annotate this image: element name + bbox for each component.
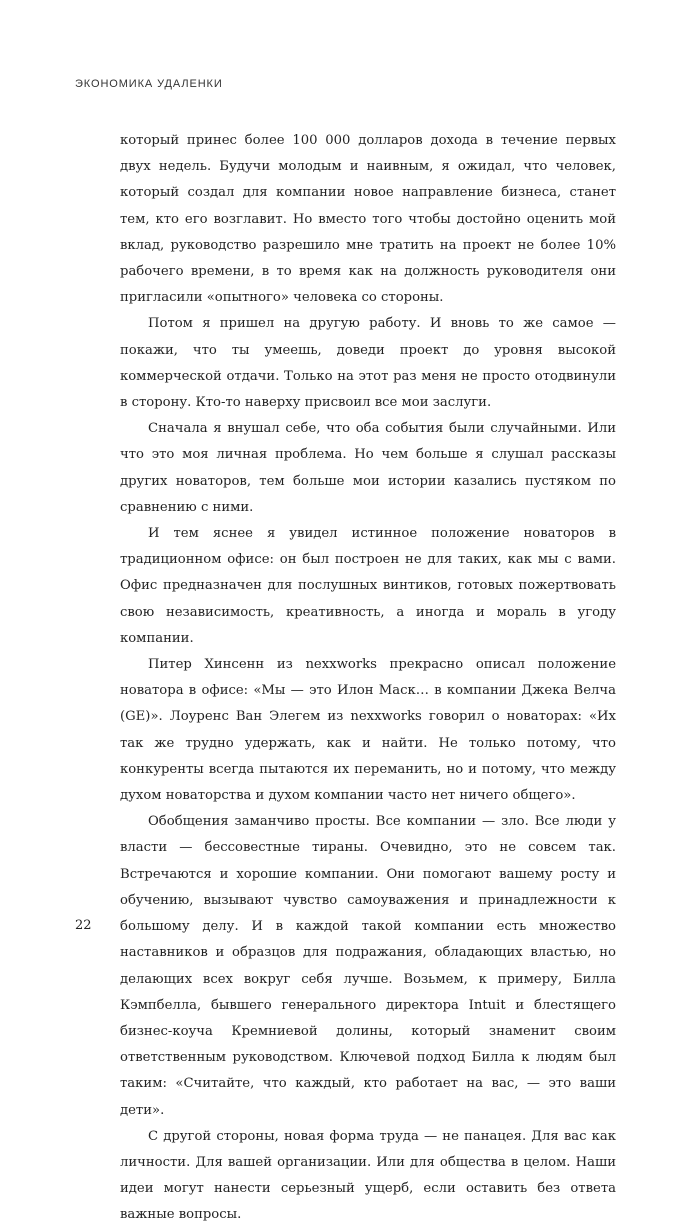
paragraph-5: Питер Хинсенн из nexxworks прекрасно описал положение новатора в офисе: «Мы — это Илон Маск… в компании Джека Велча (GE)». Лоуренс Ван Элегем из nexxworks говорил о новаторах: «Их так же трудно удержать, как и найти. Не только потому, что конкуренты всегда пытаются их переманить, но и потому, что между духом новаторства и духом компании часто нет ничего общего». <box>120 657 616 804</box>
body-text <box>120 128 616 1229</box>
paragraph-3: Сначала я внушал себе, что оба события были случайными. Или что это моя личная проблема. Но чем больше я слушал рассказы других новаторов, тем больше мои истории казались пустяком по сравнению с ними. <box>120 421 616 515</box>
paragraph-2: Потом я пришел на другую работу. И вновь то же самое — покажи, что ты умеешь, доведи проект до уровня высокой коммерческой отдачи. Только на этот раз меня не просто отодвинули в сторону. Кто-то наверху присвоил все мои заслуги. <box>120 316 616 411</box>
paragraph-6: Обобщения заманчиво просты. Все компании — зло. Все люди у власти — бессовестные тираны. Очевидно, это не совсем так. Встречаются и хорошие компании. Они помогают вашему росту и обучению, вызывают чувство самоуважения и принадлежности к большому делу. И в каждой такой компании есть множество наставников и образцов для подражания, обладающих властью, но делающих всех вокруг себя лучше. Возьмем, к примеру, Билла Кэмпбелла, бывшего генерального директора Intuit и блестящего бизнес-коуча Кремниевой долины, который знаменит своим ответственным руководством. Ключевой подход Билла к людям был таким: «Считайте, что каждый, кто работает на вас, — это ваши дети». <box>120 814 616 1118</box>
paragraph-1: который принес более 100 000 долларов дохода в течение первых двух недель. Будучи молодым и наивным, я ожидал, что человек, который создал для компании новое направление бизнеса, станет тем, кто его возглавит. Но вместо того чтобы достойно оценить мой вклад, руководство разрешило мне тратить на проект не более 10% рабочего времени, в то время как на должность руководителя они пригласили «опытного» человека со стороны. <box>120 133 616 306</box>
running-head: ЭКОНОМИКА УДАЛЕНКИ <box>75 78 223 90</box>
paragraph-4: И тем яснее я увидел истинное положение новаторов в традиционном офисе: он был построен не для таких, как мы с вами. Офис предназначен для послушных винтиков, готовых пожертвовать свою независимость, креативность, а иногда и мораль в угоду компании. <box>120 526 616 646</box>
paragraph-7: С другой стороны, новая форма труда — не панацея. Для вас как личности. Для вашей организации. Или для общества в целом. Наши идеи могут нанести серьезный ущерб, если оставить без ответа важные вопросы. <box>120 1128 616 1223</box>
page-number: 22 <box>75 918 92 933</box>
